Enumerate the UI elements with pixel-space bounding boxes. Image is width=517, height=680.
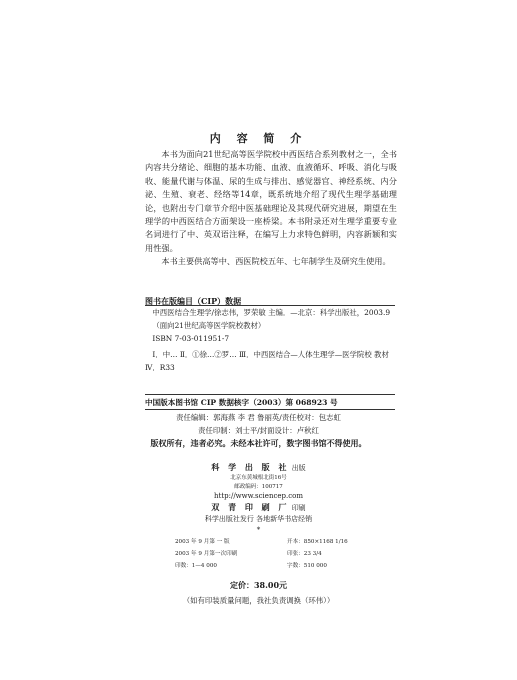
cip-line: ISBN 7-03-011951-7 [152,333,230,343]
separator-star: * [256,526,261,534]
spec-row [175,536,355,548]
spec-right: 字数：510 000 [287,563,327,569]
spec-right: 开本：850×1168 1/16 [287,539,348,545]
publisher-block [0,462,517,536]
rights-notice: 版权所有，违者必究。未经本社许可，数字图书馆不得使用。 [150,438,367,448]
cip-heading: 图书在版编目（CIP）数据 [145,296,242,306]
spec-left: 2003 年 9 月第一次印刷 [175,551,238,557]
cip-number: 中国版本图书馆 CIP 数据核字（2003）第 068923 号 [145,398,338,407]
spec-row [175,560,355,572]
summary-title: 内 容 简 介 [209,132,308,145]
summary-paragraph: 本书主要供高等中、西医院校五年、七年制学生及研究生使用。 [161,256,391,267]
spec-row [175,548,355,560]
editors-line: 责任编辑：郭海燕 李 君 鲁丽英/责任校对：包志虹 [176,413,341,422]
cip-mid-rule [145,394,395,395]
publisher-website: http://www.sciencep.com [213,492,303,500]
publisher-verb: 出版 [291,464,306,472]
printer-verb: 印刷 [291,504,306,512]
quality-notice: （如有印装质量问题，我社负责调换（环伟）） [182,596,335,605]
spec-left: 2003 年 9 月第 一 版 [175,539,230,545]
publisher-address: 北京东黄城根北街16号 [230,475,287,481]
cip-classification: Ⅰ．中… Ⅱ．①徐…②罗… Ⅲ．中西医结合—人体生理学—医学院校 教材 Ⅳ．R33 [145,350,389,373]
summary-body [145,148,397,269]
spec-right: 印张：23 3/4 [287,551,322,557]
cip-line: 中西医结合生理学/徐志伟，罗荣敏 主编．—北京：科学出版社，2003.9 [152,308,391,317]
summary-paragraph: 本书为面向21世纪高等医学院校中西医结合系列教材之一，全书内容共分绪论、细胞的基本功能、血液、血液循环、呼吸、消化与吸收、能量代谢与体温、尿的生成与排出、感觉器官、神经系统、内分泌、生殖、衰老、经络等14章，既系统地介绍了现代生理学基础理论，也附出专门章节介绍中医基础理论及其现代研究进展，期望在生理学的中西医结合方面架设一座桥梁。本书附录还对生理学重要专业名词进行了中、英双语注释，在编写上力求特色鲜明，内容新颖和实用性强。 [145,149,397,253]
printing-line: 责任印制：刘士平/封面设计：卢秋红 [198,426,319,435]
cip-record [145,307,395,375]
credits [0,411,517,450]
publisher-name: 科 学 出 版 社 [211,462,290,472]
printer-name: 双 青 印 刷 厂 [211,502,290,512]
edition-specs [175,536,355,572]
cip-bottom-rule [145,409,395,410]
price: 定价：38.00元 [229,580,288,590]
distribution-line: 科学出版社发行 各地新华书店经销 [204,515,313,523]
publisher-postcode: 邮政编码：100717 [234,483,283,490]
cip-top-rule [145,305,395,306]
cip-line: （面向21世纪高等医学院校教材） [152,320,266,330]
spec-left: 印数：1—4 000 [175,563,217,569]
